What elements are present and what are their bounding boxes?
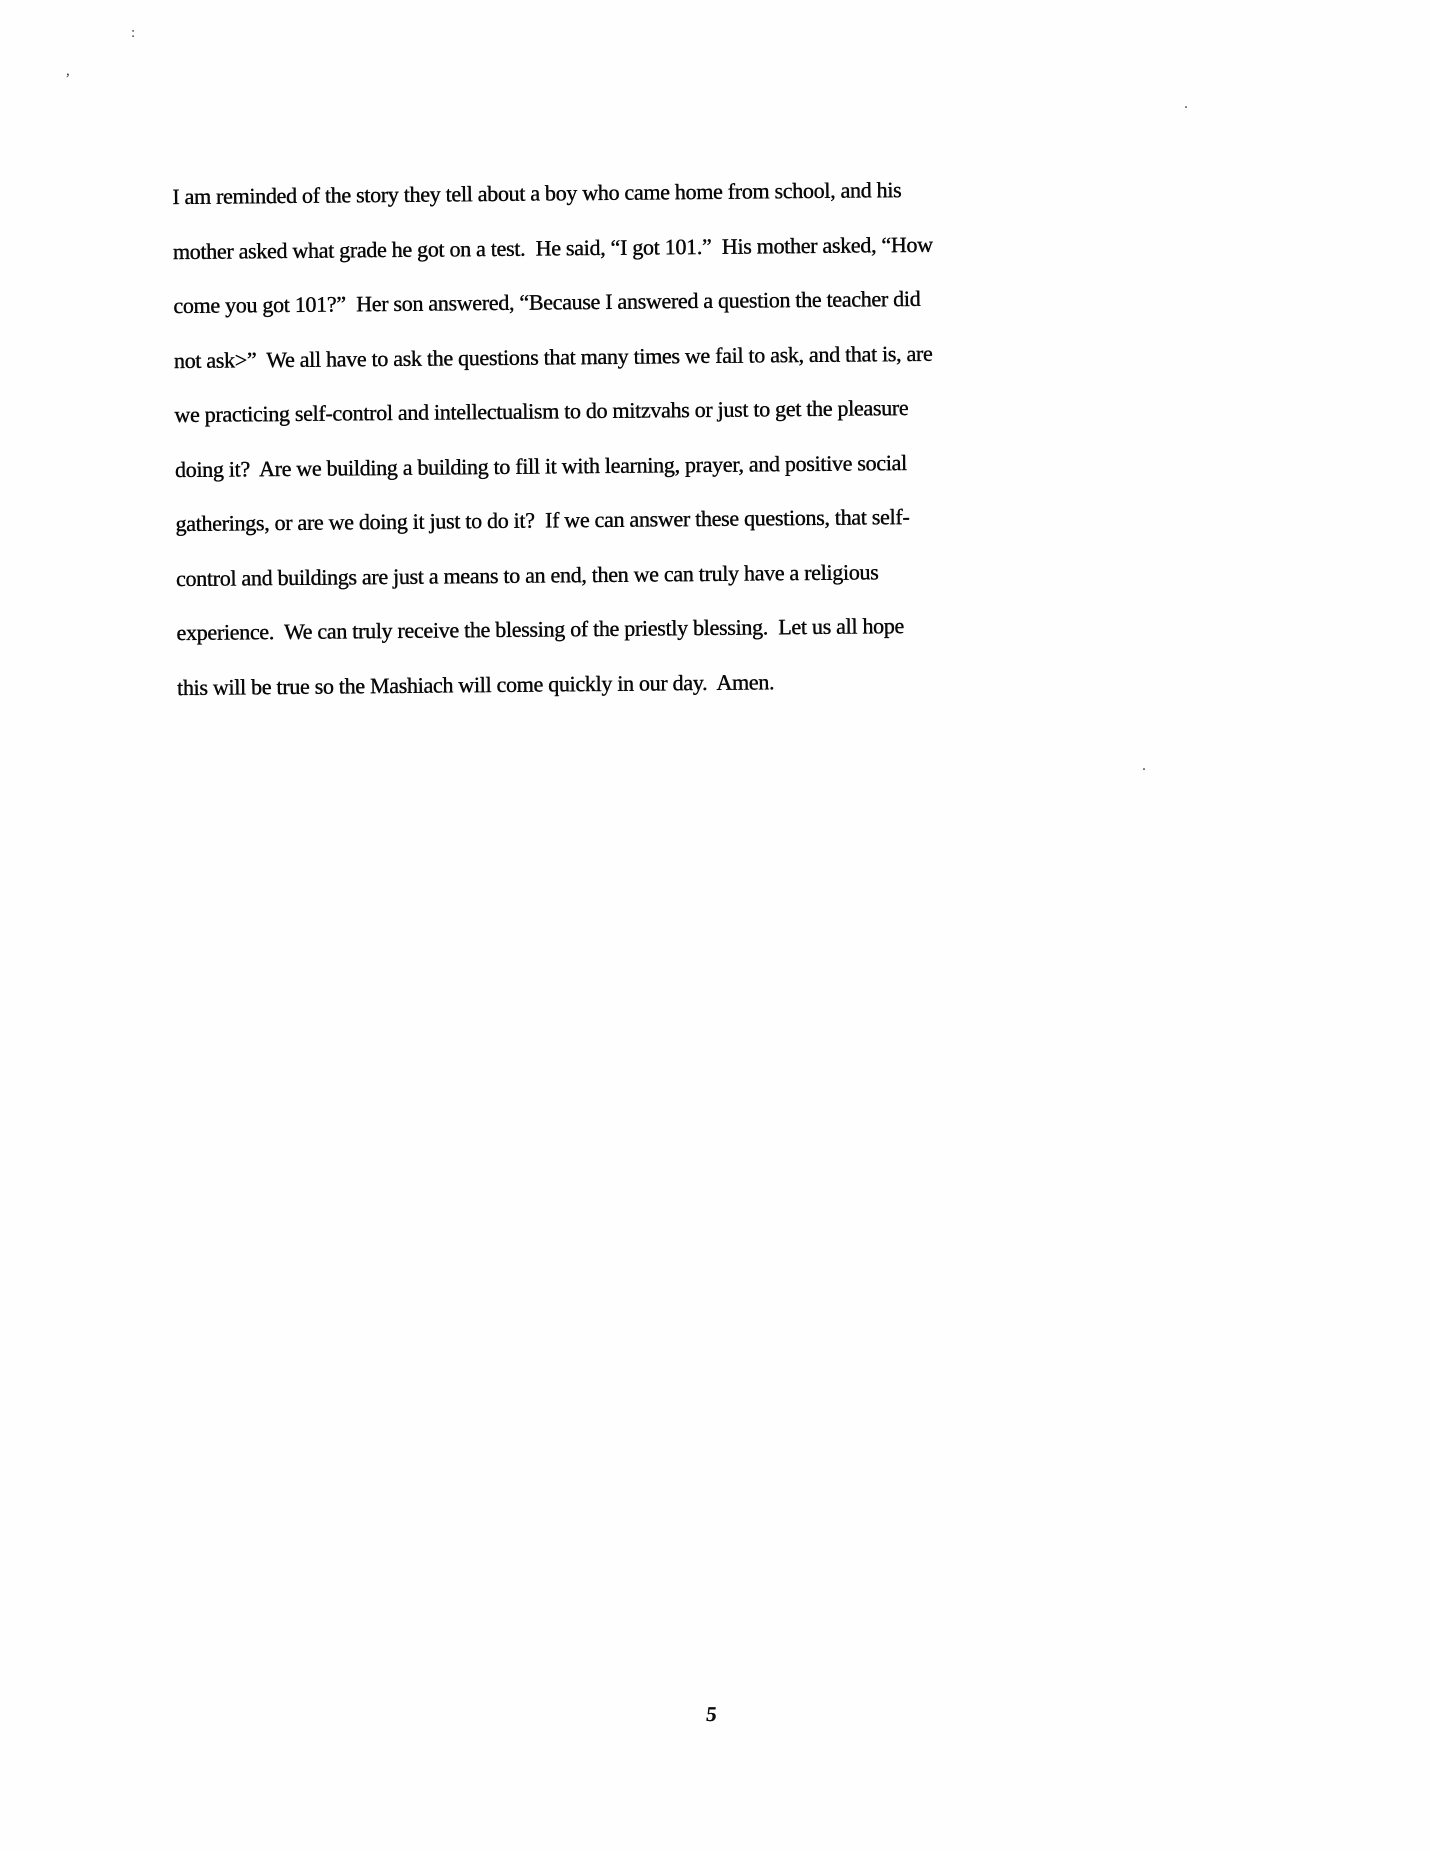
paragraph-line: experience. We can truly receive the blessing of the priestly blessing. Let us all hope	[176, 612, 904, 645]
paragraph-line: come you got 101?” Her son answered, “Because I answered a question the teacher did	[173, 285, 921, 318]
ink-speck-dot-right: .	[1142, 757, 1146, 774]
ink-speck-colon: :	[131, 25, 136, 41]
paragraph-line: doing it? Are we building a building to fill it with learning, prayer, and positive social	[174, 449, 907, 482]
paragraph-line: gatherings, or are we doing it just to do it? If we can answer these questions, that self-	[175, 503, 910, 536]
paragraph	[172, 161, 1077, 715]
ink-speck-dot-top-right: .	[1184, 95, 1188, 112]
paragraph-line: this will be true so the Mashiach will come quickly in our day. Amen.	[176, 668, 775, 700]
paragraph-line: not ask>” We all have to ask the questions that many times we fail to ask, and that is, are	[173, 340, 933, 373]
page-number: 5	[704, 1702, 718, 1726]
paragraph-line: I am reminded of the story they tell about a boy who came home from school, and his	[172, 177, 902, 209]
paragraph-line: control and buildings are just a means to an end, then we can truly have a religious	[175, 558, 879, 591]
paragraph-line: we practicing self-control and intellectualism to do mitzvahs or just to get the pleasure	[174, 394, 909, 427]
paragraph-line: mother asked what grade he got on a test. He said, “I got 101.” His mother asked, “How	[172, 231, 933, 264]
ink-speck-comma: ,	[66, 63, 70, 79]
